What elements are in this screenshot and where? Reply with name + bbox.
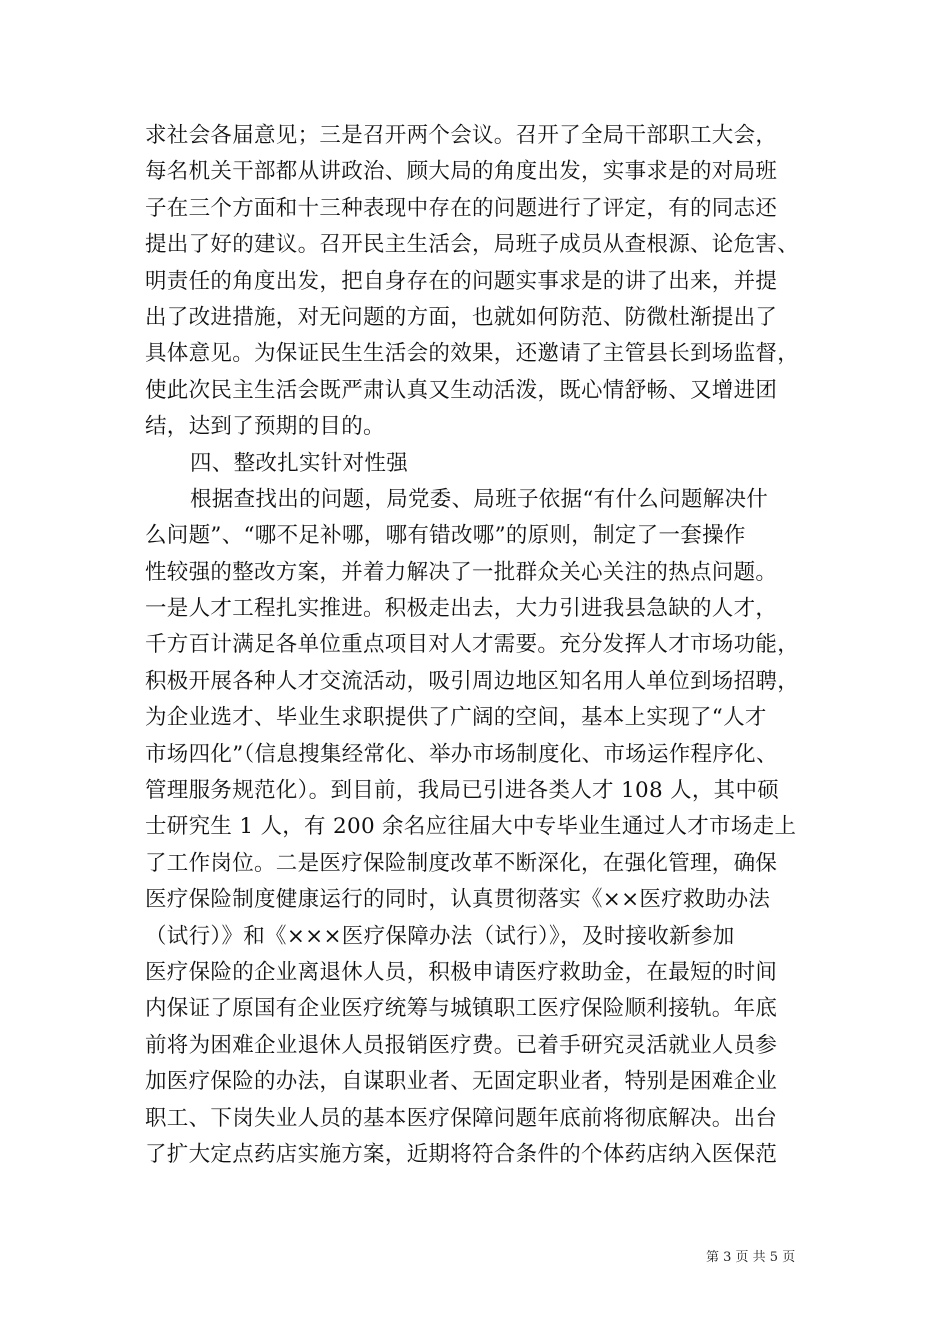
text-line: 加医疗保险的办法，自谋职业者、无固定职业者，特别是困难企业: [145, 1069, 778, 1095]
text-line: 前将为困难企业退休人员报销医疗费。已着手研究灵活就业人员参: [145, 1032, 778, 1058]
text-line: 每名机关干部都从讲政治、顾大局的角度出发，实事求是的对局班: [145, 159, 778, 185]
text-line: 使此次民主生活会既严肃认真又生动活泼，既心情舒畅、又增进团: [145, 377, 778, 403]
text-line: 子在三个方面和十三种表现中存在的问题进行了评定，有的同志还: [145, 195, 778, 221]
text-line: 四、整改扎实针对性强: [190, 450, 409, 476]
text-line: 医疗保险制度健康运行的同时，认真贯彻落实《××医疗救助办法: [145, 887, 771, 913]
text-line: 了工作岗位。二是医疗保险制度改革不断深化，在强化管理，确保: [145, 850, 778, 876]
text-line: 士研究生 1 人，有 200 余名应往届大中专毕业生通过人才市场走上: [145, 814, 797, 840]
text-line: （试行）》和《×××医疗保障办法（试行）》，及时接收新参加: [145, 923, 735, 949]
text-line: 提出了好的建议。召开民主生活会，局班子成员从查根源、论危害、: [145, 232, 800, 258]
text-line: 具体意见。为保证民生生活会的效果，还邀请了主管县长到场监督，: [145, 341, 800, 367]
text-line: 求社会各届意见；三是召开两个会议。召开了全局干部职工大会，: [145, 123, 778, 148]
text-line: 出了改进措施，对无问题的方面，也就如何防范、防微杜渐提出了: [145, 304, 778, 330]
text-line: 职工、下岗失业人员的基本医疗保障问题年底前将彻底解决。出台: [145, 1105, 778, 1131]
text-line: 千方百计满足各单位重点项目对人才需要。充分发挥人才市场功能，: [145, 632, 800, 658]
document-body: [145, 118, 810, 1173]
text-line: 了扩大定点药店实施方案，近期将符合条件的个体药店纳入医保范: [145, 1141, 778, 1167]
text-line: 性较强的整改方案，并着力解决了一批群众关心关注的热点问题。: [145, 559, 778, 585]
text-line: 结，达到了预期的目的。: [145, 414, 385, 440]
text-line: 根据查找出的问题，局党委、局班子依据“有什么问题解决什: [190, 486, 769, 512]
text-line: 内保证了原国有企业医疗统筹与城镇职工医疗保险顺利接轨。年底: [145, 996, 778, 1022]
text-line: 积极开展各种人才交流活动，吸引周边地区知名用人单位到场招聘，: [145, 668, 800, 694]
page-footer: 第 3 页 共 5 页: [706, 1250, 796, 1265]
text-line: 为企业选才、毕业生求职提供了广阔的空间，基本上实现了“人才: [145, 705, 767, 731]
text-line: 一是人才工程扎实推进。积极走出去，大力引进我县急缺的人才，: [145, 596, 778, 622]
text-line: 管理服务规范化）。到目前，我局已引进各类人才 108 人，其中硕: [145, 778, 780, 804]
text-line: 么问题”、“哪不足补哪，哪有错改哪”的原则，制定了一套操作: [145, 523, 746, 549]
text-line: 明责任的角度出发，把自身存在的问题实事求是的讲了出来，并提: [145, 268, 778, 294]
text-line: 医疗保险的企业离退休人员，积极申请医疗救助金，在最短的时间: [145, 959, 778, 985]
text-line: 市场四化”（信息搜集经常化、举办市场制度化、市场运作程序化、: [145, 741, 778, 767]
